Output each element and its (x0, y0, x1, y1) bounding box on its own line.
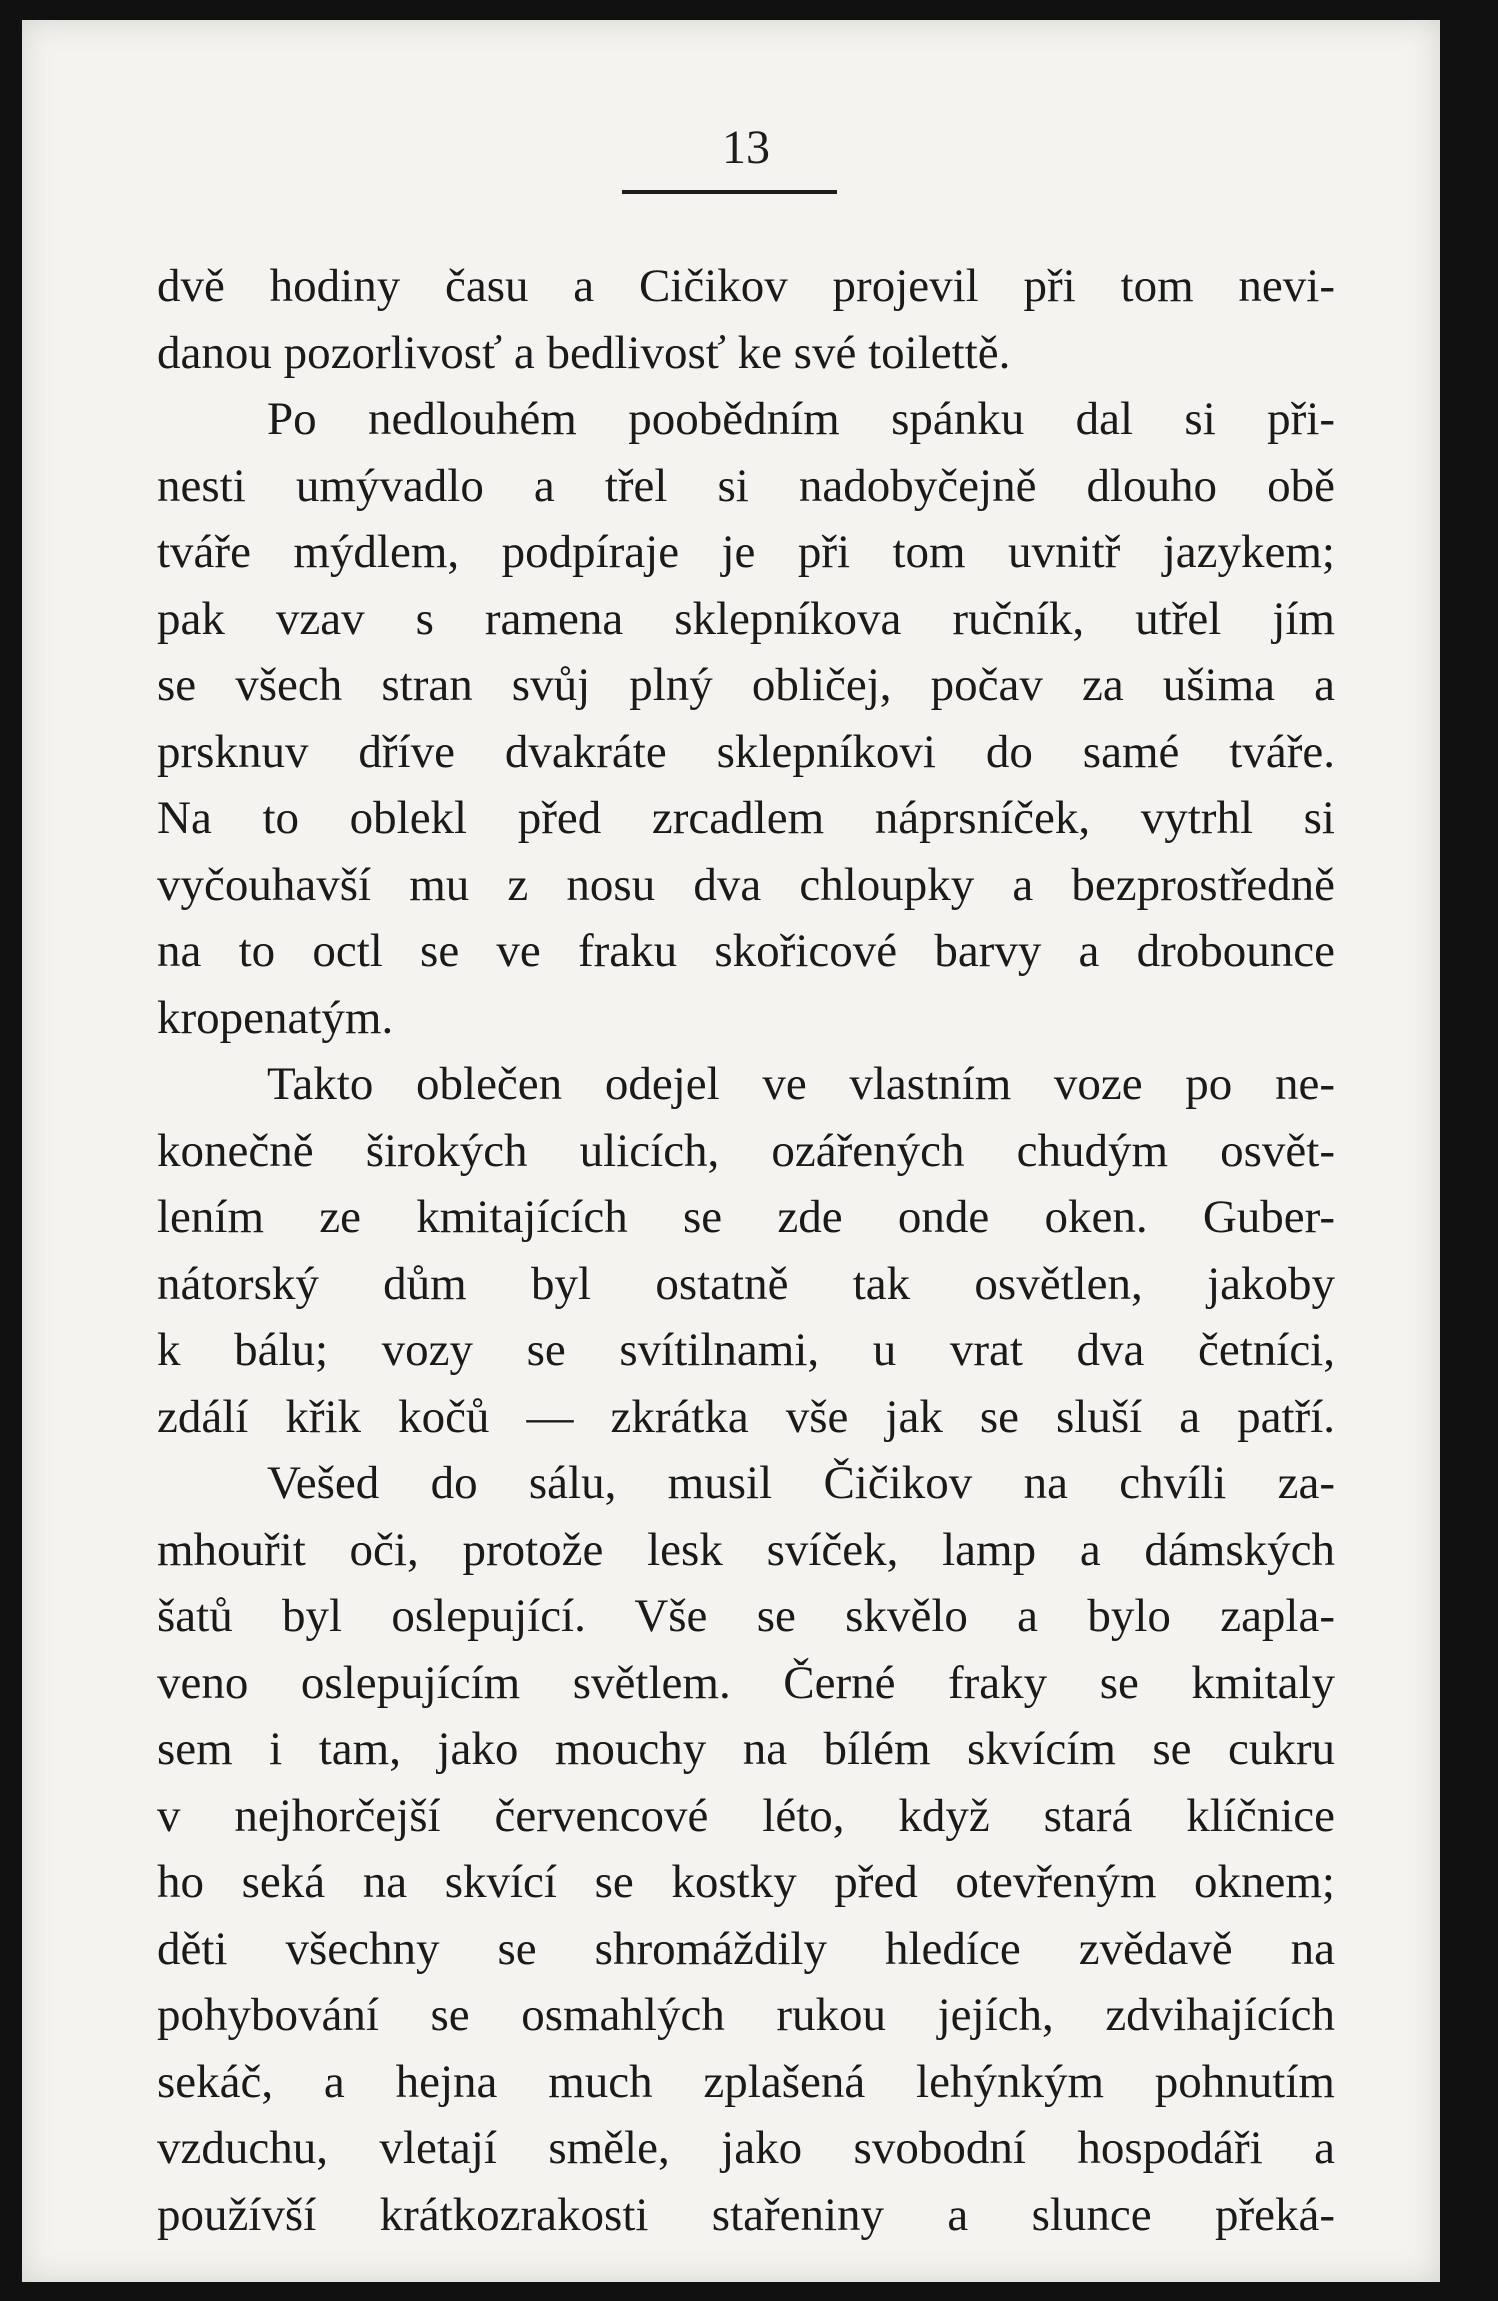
text-line: dvě hodiny času a Cičikov projevil při tom nevi- (157, 260, 1335, 312)
text-line: používší krátkozrakosti stařeniny a slunce překá- (157, 2188, 1335, 2241)
text-line: vzduchu, vletají směle, jako svobodní hospodáři a (157, 2122, 1335, 2174)
text-line: Vešed do sálu, musil Čičikov na chvíli za- (267, 1457, 1335, 1509)
text-line: veno oslepujícím světlem. Černé fraky se kmitaly (157, 1656, 1335, 1709)
text-line: danou pozorlivosť a bedlivosť ke své toilettě. (157, 326, 1011, 379)
text-line: sekáč, a hejna much zplašená lehýnkým pohnutím (157, 2055, 1335, 2108)
text-line: děti všechny se shromáždily hledíce zvědavě na (157, 1922, 1335, 1975)
text-line: nesti umývadlo a třel si nadobyčejně dlouho obě (157, 459, 1335, 512)
text-line: šatů byl oslepující. Vše se skvělo a bylo zapla- (157, 1590, 1335, 1642)
text-line: pak vzav s ramena sklepníkova ručník, utřel jím (157, 592, 1335, 645)
body-text (157, 253, 1335, 2248)
text-line: ho seká na skvící se kostky před otevřeným oknem; (157, 1856, 1335, 1908)
text-line: vyčouhavší mu z nosu dva chloupky a bezprostředně (157, 858, 1335, 911)
text-line: pohybování se osmahlých rukou jejích, zdvihajících (157, 1989, 1335, 2041)
text-line: nátorský dům byl ostatně tak osvětlen, jakoby (157, 1257, 1335, 1310)
text-line: prsknuv dříve dvakráte sklepníkovi do samé tváře. (157, 725, 1335, 778)
header-rule (622, 190, 837, 194)
page-header (22, 120, 1440, 175)
text-line: Takto oblečen odejel ve vlastním voze po ne- (267, 1058, 1335, 1110)
text-line: tváře mýdlem, podpíraje je při tom uvnitř jazykem; (157, 526, 1335, 578)
text-line: Po nedlouhém poobědním spánku dal si při- (267, 393, 1335, 445)
book-page (22, 20, 1440, 2282)
text-line: mhouřit oči, protože lesk svíček, lamp a dámských (157, 1523, 1335, 1576)
text-line: se všech stran svůj plný obličej, počav za ušima a (157, 659, 1335, 711)
text-line: na to octl se ve fraku skořicové barvy a drobounce (157, 925, 1335, 977)
page-number: 13 (722, 121, 770, 174)
text-line: sem i tam, jako mouchy na bílém skvícím se cukru (157, 1723, 1335, 1775)
text-line: v nejhorčejší červencové léto, když stará klíčnice (157, 1789, 1335, 1842)
text-line: kropenatým. (157, 991, 394, 1044)
text-line: k bálu; vozy se svítilnami, u vrat dva četníci, (157, 1324, 1335, 1376)
text-line: Na to oblekl před zrcadlem náprsníček, vytrhl si (157, 792, 1335, 844)
text-line: zdálí křik kočů — zkrátka vše jak se sluší a patří. (157, 1390, 1335, 1443)
text-line: konečně širokých ulicích, ozářených chudým osvět- (157, 1124, 1335, 1177)
text-line: lením ze kmitajících se zde onde oken. Guber- (157, 1191, 1335, 1243)
